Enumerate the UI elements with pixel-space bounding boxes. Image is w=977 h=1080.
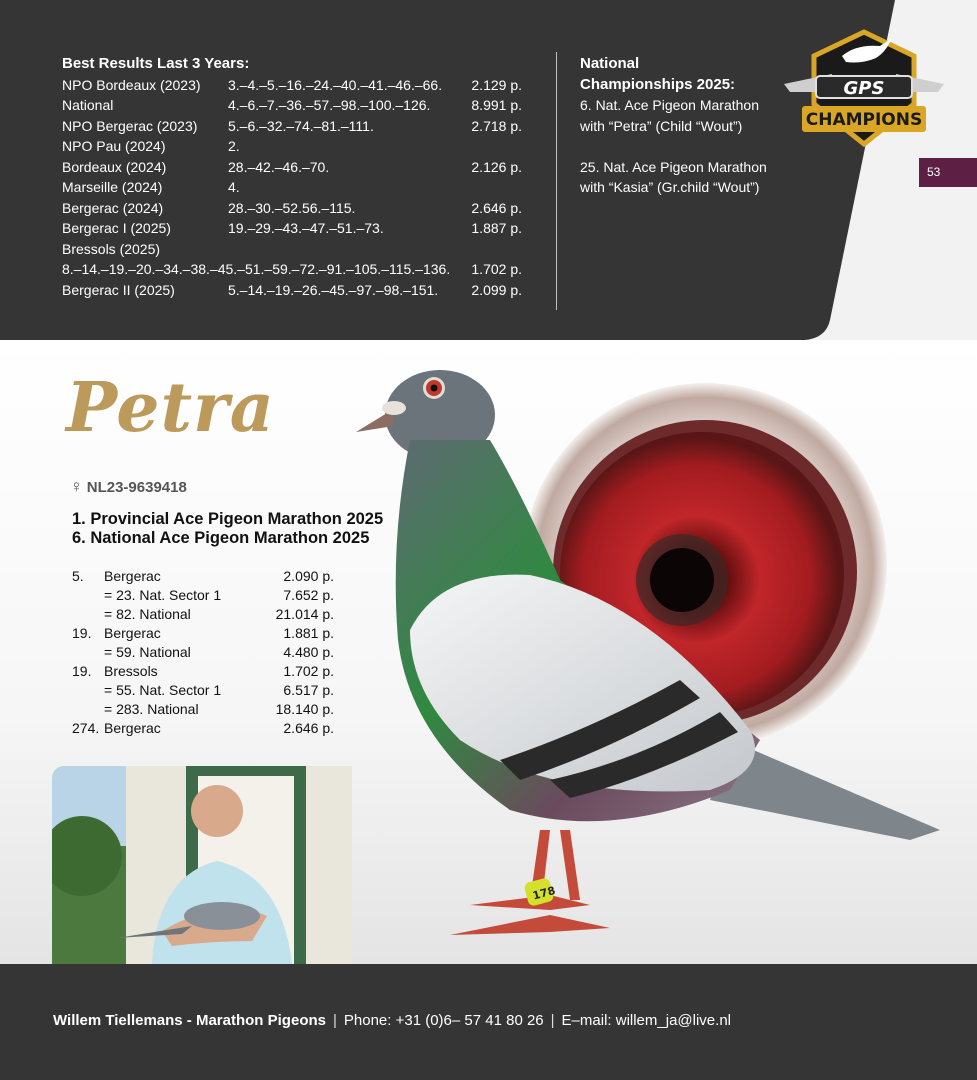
result-row: Bordeaux (2024) 28.–42.–46.–70. 2.126 p. xyxy=(62,158,522,175)
championship-item1-line2: with “Petra” (Child “Wout”) xyxy=(580,117,743,134)
footer-contact: Willem Tiellemans - Marathon Pigeons | Phone: +31 (0)6– 57 41 80 26 | E–mail: willem_ja@live.nl xyxy=(53,1012,731,1029)
page-number-tab: 53 xyxy=(919,158,977,187)
result-row: Marseille (2024) 4. xyxy=(62,179,240,195)
pigeon-title-2: 6. National Ace Pigeon Marathon 2025 xyxy=(72,529,370,547)
pigeon-results-list xyxy=(72,567,334,738)
championship-item2-line1: 25. Nat. Ace Pigeon Marathon xyxy=(580,158,767,175)
national-championships xyxy=(580,54,800,198)
pigeon-result-row: 274. Bergerac 2.646 p. xyxy=(72,720,334,736)
email-address[interactable]: E–mail: willem_ja@live.nl xyxy=(561,1012,731,1029)
result-row: NPO Bergerac (2023) 5.–6.–32.–74.–81.–111. 2.718 p. xyxy=(62,117,522,134)
result-row: NPO Bordeaux (2023) 3.–4.–5.–16.–24.–40.–41.–46.–66. 2.129 p. xyxy=(62,76,522,93)
pigeon-name: Petra xyxy=(66,368,275,448)
result-row: 8.–14.–19.–20.–34.–38.–45.–51.–59.–72.–91.–105.–115.–136. 1.702 p. xyxy=(62,261,522,277)
breeder-photo xyxy=(52,766,352,964)
championships-heading-line2: Championships 2025: xyxy=(580,75,736,93)
result-row: Bergerac I (2025) 19.–29.–43.–47.–51.–73. 1.887 p. xyxy=(62,220,522,236)
svg-text:GPS: GPS xyxy=(843,78,885,99)
pigeon-title-1: 1. Provincial Ace Pigeon Marathon 2025 xyxy=(72,510,384,528)
pigeon-result-row: = 283. National 18.140 p. xyxy=(104,701,334,717)
pigeon-result-row: 19. Bergerac 1.881 p. xyxy=(72,625,334,641)
championship-item1-line1: 6. Nat. Ace Pigeon Marathon xyxy=(580,97,759,113)
best-results-table xyxy=(62,54,522,300)
svg-text:CHAMPIONS: CHAMPIONS xyxy=(805,110,923,130)
svg-text:178: 178 xyxy=(531,884,557,903)
pigeon-result-row: = 23. Nat. Sector 1 7.652 p. xyxy=(104,587,334,603)
pigeon-result-row: 5. Bergerac 2.090 p. xyxy=(72,568,334,584)
female-symbol-icon: ♀ xyxy=(70,477,83,496)
breeder-name: Willem Tiellemans - Marathon Pigeons xyxy=(53,1012,326,1029)
result-row: NPO Pau (2024) 2. xyxy=(62,138,240,154)
gps-champions-logo xyxy=(780,26,948,150)
result-row: National 4.–6.–7.–36.–57.–98.–100.–126. 8.991 p. xyxy=(62,97,522,113)
column-divider xyxy=(556,52,557,310)
phone-number: Phone: +31 (0)6– 57 41 80 26 xyxy=(343,1012,544,1029)
championship-item2-line2: with “Kasia” (Gr.child “Wout”) xyxy=(580,179,760,195)
result-row: Bressols (2025) xyxy=(62,240,161,257)
ring-number: ♀ NL23-9639418 xyxy=(70,477,187,496)
result-row: Bergerac II (2025) 5.–14.–19.–26.–45.–97.–98.–151. 2.099 p. xyxy=(62,281,522,298)
pigeon-illustration xyxy=(350,360,950,950)
pigeon-result-row: 19. Bressols 1.702 p. xyxy=(72,663,334,679)
pigeon-result-row: = 55. Nat. Sector 1 6.517 p. xyxy=(104,682,334,698)
pigeon-result-row: = 82. National 21.014 p. xyxy=(104,606,334,622)
championships-heading-line1: National xyxy=(580,55,640,72)
pigeon-result-row: = 59. National 4.480 p. xyxy=(104,644,334,660)
result-row: Bergerac (2024) 28.–30.–52.56.–115. 2.646 p. xyxy=(62,199,522,216)
best-results-heading: Best Results Last 3 Years: xyxy=(62,55,250,72)
